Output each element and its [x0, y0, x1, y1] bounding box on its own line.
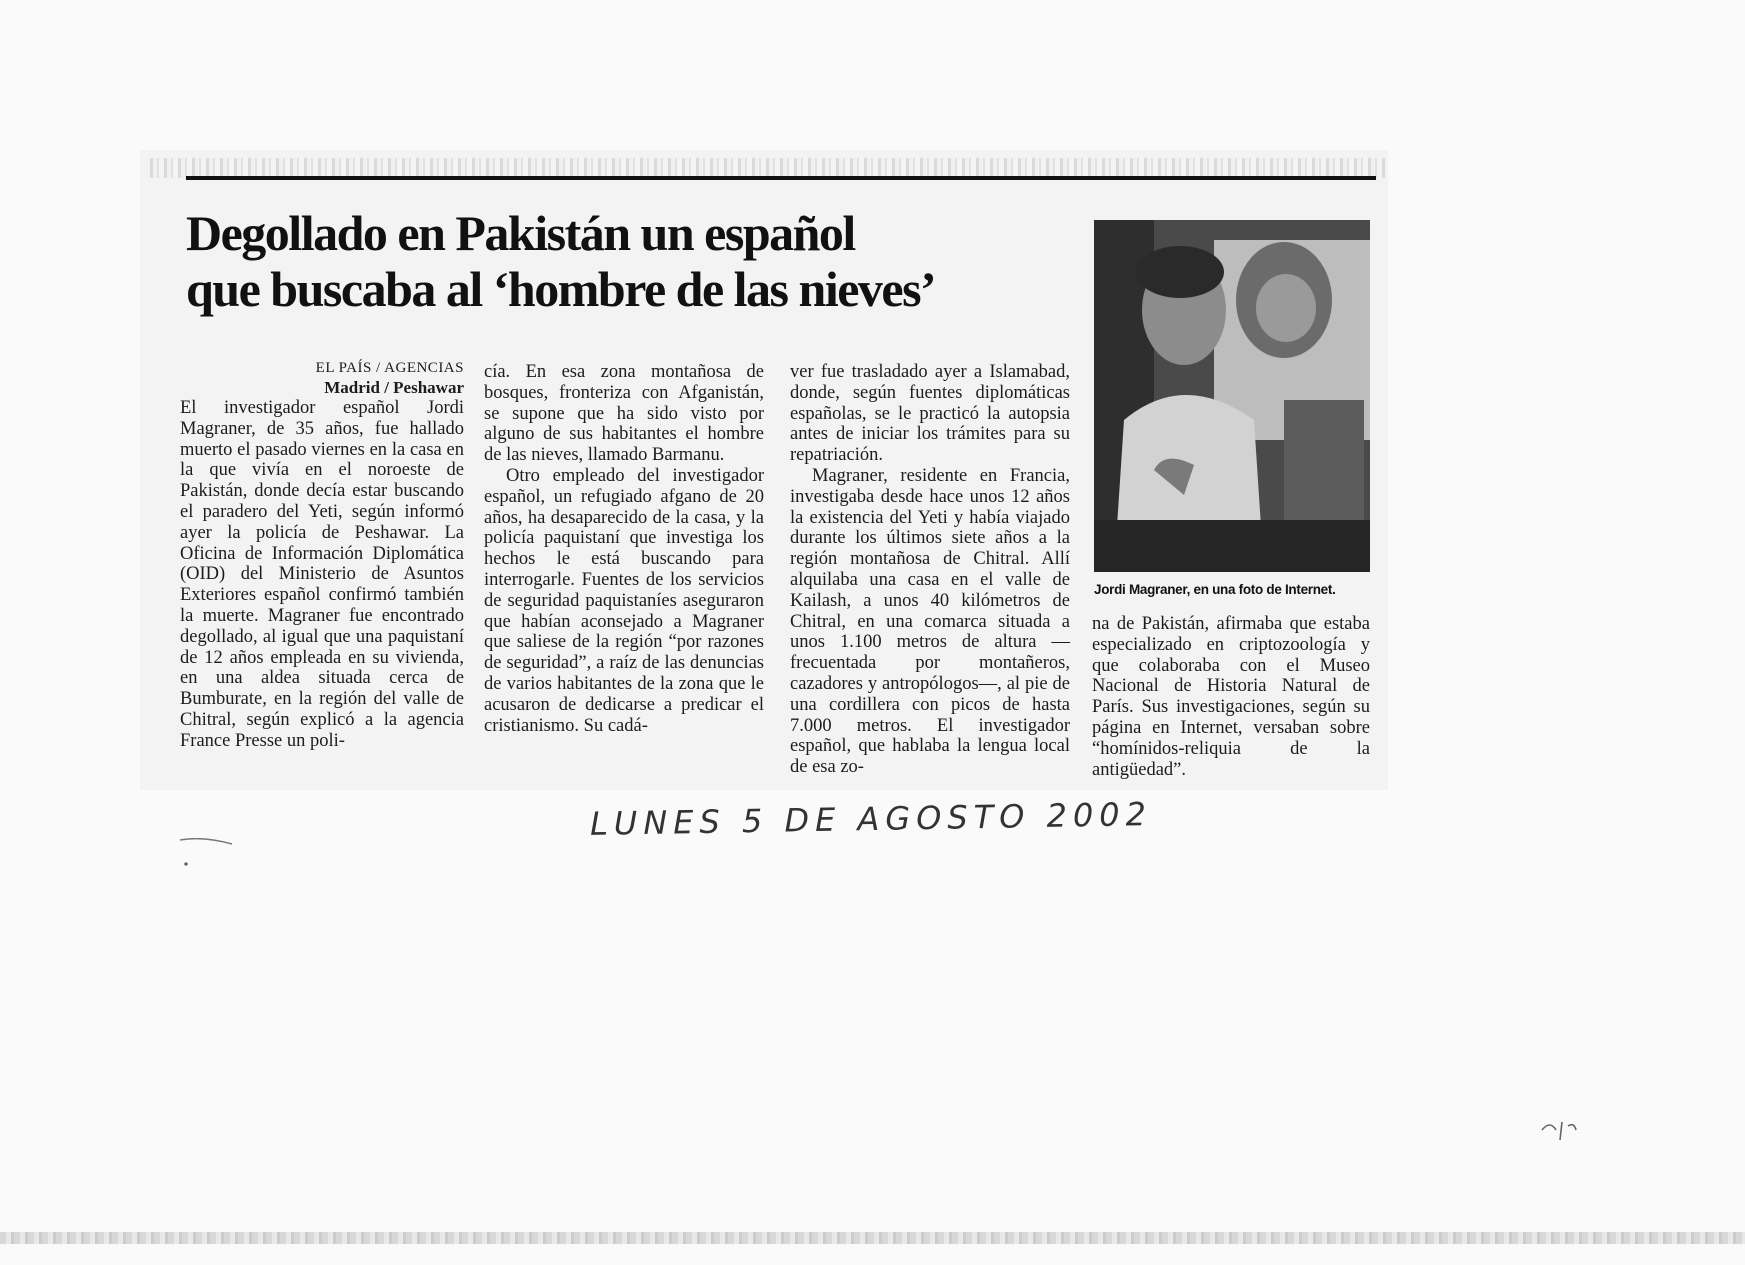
header-rule — [186, 176, 1376, 180]
agency-credit: EL PAÍS / AGENCIAS — [315, 360, 464, 376]
article-column-1 — [180, 358, 464, 752]
pen-mark — [178, 838, 238, 868]
headline-line-1: Degollado en Pakistán un español — [186, 205, 855, 261]
scan-noise — [150, 158, 1386, 178]
paragraph: cía. En esa zona montañosa de bosques, fronteriza con Afganistán, se supone que ha sido visto por alguno de sus habitantes el hombre de las nieves, llamado Barmanu. — [484, 362, 764, 466]
article-photo — [1094, 220, 1370, 572]
headline — [186, 205, 1066, 317]
paragraph: Magraner, residente en Francia, investigaba desde hace unos 12 años la existencia del Yeti y había viajado durante los últimos siete años a la región montañosa de Chitral. Allí alquilaba una casa en el valle de Kailash, a unos 40 kilómetros de Chitral, en una comarca situada a unos 1.100 metros de altura —frecuentada por montañeros, cazadores y antropólogos—, al pie de una cordillera con picos de hasta 7.000 metros. El investigador español, que hablaba la lengua local de esa zo- — [790, 465, 1070, 778]
paragraph: El investigador español Jordi Magraner, de 35 años, fue hallado muerto el pasado viernes en la casa en la que vivía en el noroeste de Pakistán, donde decía estar buscando el paradero del Yeti, según informó ayer la policía de Peshawar. La Oficina de Información Diplomática (OID) del Ministerio de Asuntos Exteriores español confirmó también la muerte. Magraner fue encontrado degollado, al igual que una paquistaní de 12 años empleada en su vivienda, en una aldea situada cerca de Bumburate, en la región del valle de Chitral, según explicó a la agencia France Presse un poli- — [180, 398, 464, 751]
pen-mark — [1540, 1116, 1580, 1146]
article-column-3 — [790, 362, 1070, 778]
article-column-2 — [484, 362, 764, 736]
photo-caption: Jordi Magraner, en una foto de Internet. — [1094, 582, 1336, 597]
scan-edge — [0, 1232, 1745, 1244]
paragraph: na de Pakistán, afirmaba que estaba especializado en criptozoología y que colaboraba con el Museo Nacional de Historia Natural de París. Sus investigaciones, según su página en Internet, versaban sobre “homínidos-reliquia de la antigüedad”. — [1092, 614, 1370, 780]
paragraph: ver fue trasladado ayer a Islamabad, donde, según fuentes diplomáticas españolas, se le practicó la autopsia antes de iniciar los trámites para su repatriación. — [790, 362, 1070, 466]
paragraph: Otro empleado del investigador español, un refugiado afgano de 20 años, ha desaparecido de la casa, y la policía paquistaní que investiga los hechos le está buscando para interrogarle. Fuentes de los servicios de seguridad paquistaníes aseguraron que habían aconsejado a Magraner que saliese de la región “por razones de seguridad”, a raíz de las denuncias de varios habitantes de la zona que le acusaron de dedicarse a predicar el cristianismo. Su cadá- — [484, 465, 764, 736]
handwritten-date-note: LUNES 5 DE AGOSTO 2002 — [589, 795, 1153, 843]
dateline: Madrid / Peshawar — [324, 378, 464, 397]
headline-line-2: que buscaba al ‘hombre de las nieves’ — [186, 261, 936, 317]
article-column-4 — [1092, 614, 1370, 780]
